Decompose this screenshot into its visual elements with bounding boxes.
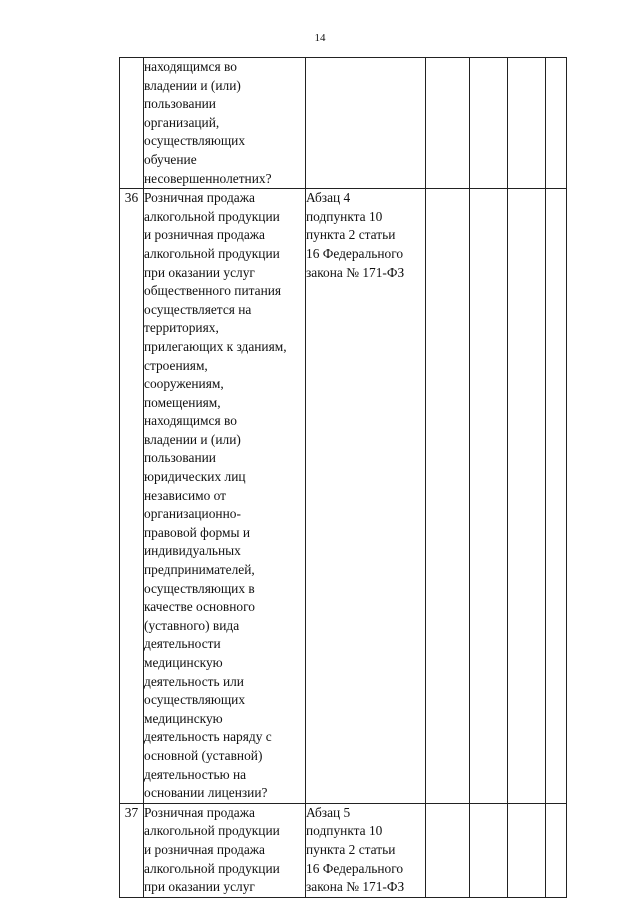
answer-cell-no	[470, 803, 508, 897]
answer-cell-na	[508, 189, 546, 804]
notes-cell	[546, 803, 567, 897]
question-line: осуществляющих	[144, 133, 246, 149]
question-line: деятельностью на	[144, 766, 247, 782]
question-cell	[144, 803, 306, 897]
question-line: алкогольной продукции	[144, 245, 280, 261]
question-line: предпринимателей,	[144, 562, 255, 578]
question-line: независимо от	[144, 487, 226, 503]
question-line: владении и (или)	[144, 77, 241, 93]
question-line: прилегающих к зданиям,	[144, 338, 287, 354]
question-line: территориях,	[144, 320, 219, 336]
question-line: юридических лиц	[144, 469, 246, 485]
question-line: организаций,	[144, 114, 220, 130]
question-line: алкогольной продукции	[144, 208, 280, 224]
question-line: основании лицензии?	[144, 785, 268, 801]
answer-cell-yes	[426, 803, 470, 897]
question-line: медицинскую	[144, 655, 223, 670]
answer-cell-yes	[426, 58, 470, 189]
answer-cell-no	[470, 58, 508, 189]
question-line: пользовании	[144, 96, 216, 112]
table-row-continuation	[120, 58, 567, 189]
question-line: находящимся во	[144, 59, 237, 74]
answer-cell-na	[508, 803, 546, 897]
row-number	[120, 58, 144, 189]
question-line: и розничная продажа	[144, 841, 265, 857]
basis-line: пункта 2 статьи	[306, 841, 396, 857]
row-number: 36	[120, 189, 144, 804]
question-line: индивидуальных	[144, 543, 241, 559]
checklist-table	[119, 57, 567, 898]
basis-line: пункта 2 статьи	[306, 227, 396, 243]
question-line: основной (уставной)	[144, 747, 263, 763]
row-number: 37	[120, 803, 144, 897]
answer-cell-no	[470, 189, 508, 804]
question-line: находящимся во	[144, 413, 237, 429]
basis-line: закона № 171-ФЗ	[306, 264, 405, 280]
question-line: деятельность или	[144, 673, 244, 689]
question-line: и розничная продажа	[144, 227, 265, 243]
answer-cell-na	[508, 58, 546, 189]
basis-cell	[306, 58, 426, 189]
basis-cell	[306, 189, 426, 804]
question-line: при оказании услуг	[144, 264, 255, 280]
table-row-37	[120, 803, 567, 897]
question-line: строениям,	[144, 357, 208, 373]
question-line: алкогольной продукции	[144, 860, 280, 876]
question-cell	[144, 189, 306, 804]
question-line: при оказании услуг	[144, 879, 255, 895]
table-row-36	[120, 189, 567, 804]
question-line: сооружениям,	[144, 376, 224, 392]
basis-line: закона № 171-ФЗ	[306, 879, 405, 895]
question-line: осуществляется на	[144, 301, 252, 317]
question-line: (уставного) вида	[144, 617, 240, 633]
question-line: качестве основного	[144, 599, 255, 615]
question-line: Розничная продажа	[144, 190, 255, 206]
question-line: общественного питания	[144, 283, 282, 299]
basis-cell	[306, 803, 426, 897]
question-line: деятельности	[144, 636, 221, 652]
basis-line: подпункта 10	[306, 208, 383, 224]
question-line: обучение	[144, 151, 197, 167]
question-line: владении и (или)	[144, 431, 241, 447]
question-line: помещениям,	[144, 394, 221, 410]
question-line: осуществляющих	[144, 692, 246, 708]
notes-cell	[546, 58, 567, 189]
basis-line: Абзац 4	[306, 190, 351, 206]
question-line: несовершеннолетних?	[144, 170, 272, 186]
question-line: медицинскую	[144, 710, 223, 726]
answer-cell-yes	[426, 189, 470, 804]
basis-line: подпункта 10	[306, 823, 383, 839]
notes-cell	[546, 189, 567, 804]
basis-line: Абзац 5	[306, 804, 351, 820]
basis-line: 16 Федерального	[306, 860, 404, 876]
page-number: 14	[314, 32, 326, 44]
question-line: алкогольной продукции	[144, 823, 280, 839]
question-line: осуществляющих в	[144, 580, 255, 596]
question-line: Розничная продажа	[144, 804, 255, 820]
question-line: деятельность наряду с	[144, 729, 272, 745]
question-line: пользовании	[144, 450, 216, 466]
basis-line: 16 Федерального	[306, 245, 404, 261]
question-line: организационно-	[144, 506, 241, 522]
question-line: правовой формы и	[144, 524, 251, 540]
question-cell	[144, 58, 306, 189]
